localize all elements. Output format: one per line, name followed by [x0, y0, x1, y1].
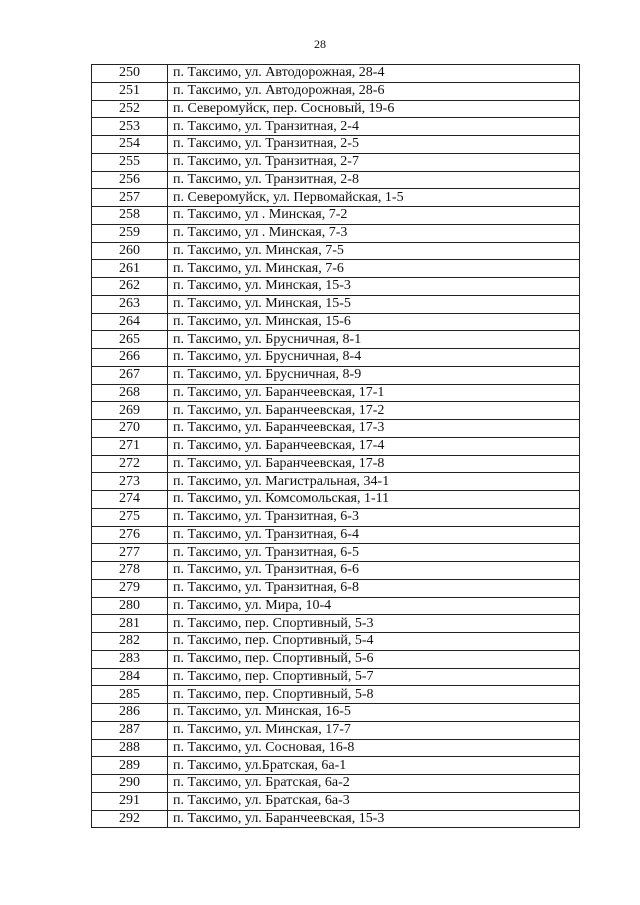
row-number: 276: [92, 526, 168, 544]
row-address: п. Таксимо, ул. Транзитная, 2-4: [168, 118, 580, 136]
row-number: 273: [92, 473, 168, 491]
row-number: 272: [92, 455, 168, 473]
row-address: п. Таксимо, ул. Брусничная, 8-4: [168, 349, 580, 367]
row-number: 289: [92, 757, 168, 775]
row-address: п. Таксимо, ул. Баранчеевская, 17-8: [168, 455, 580, 473]
row-number: 282: [92, 633, 168, 651]
row-number: 250: [92, 65, 168, 83]
row-address: п. Таксимо, ул. Минская, 15-3: [168, 278, 580, 296]
row-address: п. Таксимо, ул.Братская, 6а-1: [168, 757, 580, 775]
row-address: п. Таксимо, ул. Баранчеевская, 17-2: [168, 402, 580, 420]
row-address: п. Таксимо, ул. Братская, 6а-3: [168, 792, 580, 810]
table-row: [92, 189, 580, 207]
row-address: п. Таксимо, ул . Минская, 7-3: [168, 224, 580, 242]
row-number: 267: [92, 366, 168, 384]
row-number: 252: [92, 100, 168, 118]
table-row: [92, 491, 580, 509]
table-row: [92, 597, 580, 615]
row-address: п. Таксимо, ул. Брусничная, 8-1: [168, 331, 580, 349]
table-row: [92, 118, 580, 136]
table-row: [92, 100, 580, 118]
row-number: 268: [92, 384, 168, 402]
table-row: [92, 313, 580, 331]
row-address: п. Таксимо, ул. Транзитная, 6-3: [168, 508, 580, 526]
row-number: 287: [92, 721, 168, 739]
row-number: 254: [92, 136, 168, 154]
row-number: 269: [92, 402, 168, 420]
row-number: 264: [92, 313, 168, 331]
row-address: п. Таксимо, ул. Минская, 7-6: [168, 260, 580, 278]
row-number: 281: [92, 615, 168, 633]
row-address: п. Таксимо, ул. Баранчеевская, 17-4: [168, 437, 580, 455]
table-row: [92, 136, 580, 154]
row-address: п. Таксимо, ул. Минская, 17-7: [168, 721, 580, 739]
table-row: [92, 526, 580, 544]
row-address: п. Таксимо, ул . Минская, 7-2: [168, 207, 580, 225]
row-number: 271: [92, 437, 168, 455]
row-number: 292: [92, 810, 168, 828]
row-number: 261: [92, 260, 168, 278]
row-address: п. Таксимо, ул. Сосновая, 16-8: [168, 739, 580, 757]
table-row: [92, 437, 580, 455]
row-number: 274: [92, 491, 168, 509]
table-row: [92, 65, 580, 83]
row-address: п. Таксимо, пер. Спортивный, 5-6: [168, 650, 580, 668]
row-address: п. Таксимо, ул. Баранчеевская, 17-1: [168, 384, 580, 402]
table-row: [92, 278, 580, 296]
row-number: 288: [92, 739, 168, 757]
table-row: [92, 384, 580, 402]
table-row: [92, 331, 580, 349]
row-address: п. Таксимо, ул. Транзитная, 6-8: [168, 579, 580, 597]
table-row: [92, 775, 580, 793]
table-row: [92, 402, 580, 420]
row-number: 258: [92, 207, 168, 225]
row-address: п. Северомуйск, ул. Первомайская, 1-5: [168, 189, 580, 207]
row-number: 283: [92, 650, 168, 668]
row-number: 260: [92, 242, 168, 260]
table-row: [92, 349, 580, 367]
row-number: 278: [92, 562, 168, 580]
row-address: п. Таксимо, пер. Спортивный, 5-8: [168, 686, 580, 704]
row-address: п. Таксимо, ул. Минская, 15-6: [168, 313, 580, 331]
table-row: [92, 544, 580, 562]
table-body: [92, 65, 580, 828]
row-number: 286: [92, 704, 168, 722]
row-number: 265: [92, 331, 168, 349]
table-row: [92, 420, 580, 438]
table-row: [92, 757, 580, 775]
row-address: п. Таксимо, ул. Минская, 7-5: [168, 242, 580, 260]
row-number: 256: [92, 171, 168, 189]
table-row: [92, 562, 580, 580]
table-row: [92, 473, 580, 491]
row-number: 280: [92, 597, 168, 615]
row-address: п. Таксимо, ул. Баранчеевская, 15-3: [168, 810, 580, 828]
row-number: 262: [92, 278, 168, 296]
table-row: [92, 686, 580, 704]
row-number: 259: [92, 224, 168, 242]
table-row: [92, 508, 580, 526]
table-row: [92, 224, 580, 242]
table-row: [92, 455, 580, 473]
table-row: [92, 153, 580, 171]
row-number: 266: [92, 349, 168, 367]
table-row: [92, 171, 580, 189]
row-number: 284: [92, 668, 168, 686]
row-address: п. Таксимо, ул. Автодорожная, 28-6: [168, 82, 580, 100]
table-row: [92, 579, 580, 597]
row-number: 263: [92, 295, 168, 313]
row-number: 291: [92, 792, 168, 810]
row-address: п. Таксимо, ул. Минская, 16-5: [168, 704, 580, 722]
row-address: п. Таксимо, пер. Спортивный, 5-7: [168, 668, 580, 686]
row-address: п. Таксимо, ул. Минская, 15-5: [168, 295, 580, 313]
row-number: 285: [92, 686, 168, 704]
table-row: [92, 260, 580, 278]
row-address: п. Таксимо, ул. Транзитная, 6-6: [168, 562, 580, 580]
row-number: 275: [92, 508, 168, 526]
table-row: [92, 704, 580, 722]
row-address: п. Таксимо, ул. Братская, 6а-2: [168, 775, 580, 793]
address-table: [91, 64, 580, 828]
row-address: п. Таксимо, ул. Комсомольская, 1-11: [168, 491, 580, 509]
row-number: 255: [92, 153, 168, 171]
table-row: [92, 810, 580, 828]
table-row: [92, 295, 580, 313]
row-number: 257: [92, 189, 168, 207]
row-number: 279: [92, 579, 168, 597]
row-address: п. Таксимо, ул. Брусничная, 8-9: [168, 366, 580, 384]
row-address: п. Таксимо, ул. Автодорожная, 28-4: [168, 65, 580, 83]
row-address: п. Таксимо, ул. Транзитная, 2-7: [168, 153, 580, 171]
row-number: 290: [92, 775, 168, 793]
table-row: [92, 366, 580, 384]
table-row: [92, 721, 580, 739]
row-address: п. Таксимо, ул. Транзитная, 6-5: [168, 544, 580, 562]
row-address: п. Таксимо, ул. Магистральная, 34-1: [168, 473, 580, 491]
row-address: п. Таксимо, ул. Мира, 10-4: [168, 597, 580, 615]
table-row: [92, 668, 580, 686]
row-address: п. Таксимо, пер. Спортивный, 5-3: [168, 615, 580, 633]
row-address: п. Северомуйск, пер. Сосновый, 19-6: [168, 100, 580, 118]
row-address: п. Таксимо, ул. Транзитная, 6-4: [168, 526, 580, 544]
row-address: п. Таксимо, ул. Транзитная, 2-5: [168, 136, 580, 154]
table-row: [92, 615, 580, 633]
row-number: 277: [92, 544, 168, 562]
page-number: 28: [314, 37, 326, 51]
row-number: 251: [92, 82, 168, 100]
row-address: п. Таксимо, ул. Транзитная, 2-8: [168, 171, 580, 189]
table-row: [92, 650, 580, 668]
row-number: 270: [92, 420, 168, 438]
row-number: 253: [92, 118, 168, 136]
table-row: [92, 82, 580, 100]
row-address: п. Таксимо, ул. Баранчеевская, 17-3: [168, 420, 580, 438]
table-row: [92, 739, 580, 757]
table-row: [92, 633, 580, 651]
row-address: п. Таксимо, пер. Спортивный, 5-4: [168, 633, 580, 651]
table-row: [92, 792, 580, 810]
table-row: [92, 207, 580, 225]
table-row: [92, 242, 580, 260]
